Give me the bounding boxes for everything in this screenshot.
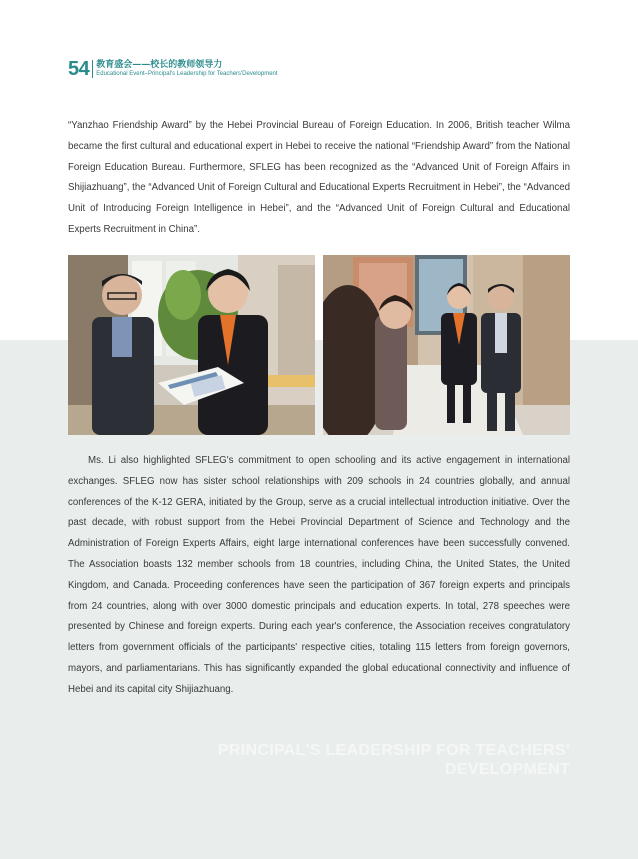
- photo-left-illustration: [68, 255, 315, 435]
- body-paragraph-2: Ms. Li also highlighted SFLEG's commitment to open schooling and its active engagement in international exchanges. SFLEG now has sister school relationships with 209 schools in 24 countries globally, and annual conferences of the K-12 GERA, initiated by the Group, serve as a crucial intellectual introduction initiative. Over the past decade, with robust support from the Hebei Provincial Department of Science and Technology and the Administration of Foreign Experts Affairs, eight large international conferences have been successfully convened. The Association boasts 132 member schools from 18 countries, including China, the United States, the United Kingdom, and Canada. Proceeding conferences have seen the participation of 367 foreign experts and principals from 24 countries, along with over 3000 domestic principals and education experts. In total, 278 speeches were presented by Chinese and foreign experts. During each year's conference, the Association receives congratulatory letters from government officials of the participants' respective cities, totaling 115 letters from foreign governors, mayors, and parliamentarians. This has significantly expanded the global educational connectivity and influence of Hebei and its capital city Shijiazhuang.: [68, 455, 570, 695]
- body-paragraph-1: “Yanzhao Friendship Award” by the Hebei Provincial Bureau of Foreign Education. In 2006, British teacher Wilma became the first cultural and educational expert in Hebei to receive the national “Friendship Award” from the National Foreign Education Bureau. Furthermore, SFLEG has been recognized as the “Advanced Unit of Foreign Affairs in Shijiazhuang”, the “Advanced Unit of Foreign Cultural and Educational Experts Recruitment in Hebei”, the “Advanced Unit of Introducing Foreign Intelligence in Hebei”, and the “Advanced Unit of Foreign Cultural and Educational Experts Recruitment in China”.: [68, 120, 570, 235]
- page-number: 54: [68, 58, 90, 80]
- photo-visit-left: [68, 255, 315, 435]
- watermark-title: [200, 741, 570, 779]
- header-divider: [92, 60, 93, 78]
- photo-right-illustration: [323, 255, 570, 435]
- watermark-line-2: DEVELOPMENT: [444, 761, 570, 778]
- header-titles: [96, 60, 277, 78]
- watermark-line-1: PRINCIPAL'S LEADERSHIP FOR TEACHERS': [217, 742, 570, 759]
- page-header: [68, 58, 278, 80]
- header-title-cn: 教育盛会——校长的教师领导力: [96, 60, 223, 70]
- header-title-en: Educational Event–Principal's Leadership for Teachers'Development: [96, 71, 278, 77]
- photo-visit-right: [323, 255, 570, 435]
